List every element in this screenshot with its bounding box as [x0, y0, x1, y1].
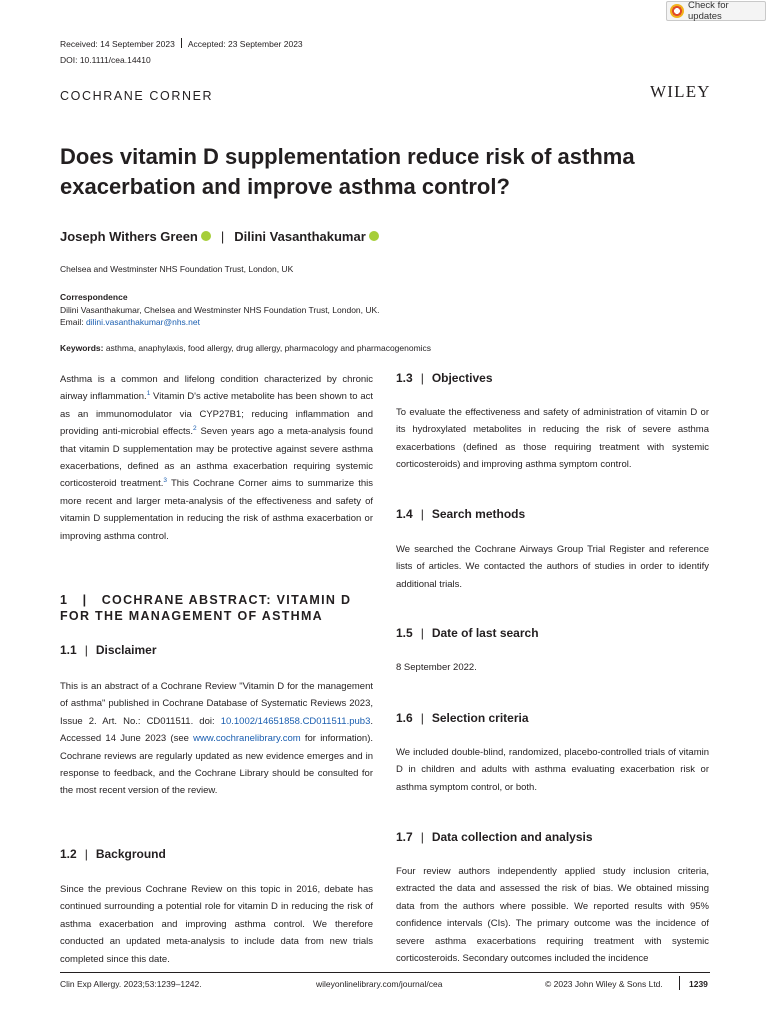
subsection-1-5-heading: [396, 626, 539, 640]
disclaimer-text: . Accessed 14 June 2023 (see: [60, 715, 373, 745]
subsection-bar: |: [420, 711, 424, 725]
subsection-number: 1.1: [60, 643, 77, 657]
section-title: COCHRANE ABSTRACT: VITAMIN D FOR THE MANAGEMENT OF ASTHMA: [60, 593, 352, 623]
subsection-bar: |: [420, 626, 424, 640]
intro-text: Asthma is a common and lifelong condition characterized by chronic airway inflammation.: [60, 374, 373, 403]
subsection-1-3-heading: [396, 371, 493, 385]
correspondence-address: Dilini Vasanthakumar, Chelsea and Westminster NHS Foundation Trust, London, UK.: [60, 304, 380, 315]
section-label: COCHRANE CORNER: [60, 89, 214, 103]
data-collection-paragraph: Four review authors independently applied study inclusion criteria, extracted the data and assessed the risk of bias. We obtained missing data from the authors where possible. We reported results with 95% confidence intervals (CIs). The primary outcome was the incidence of severe asthma exacerbations requiring treatment with systemic corticosteroids. Secondary outcomes included the incidence: [396, 866, 709, 965]
subsection-bar: |: [84, 643, 88, 657]
subsection-1-1-heading: [60, 643, 157, 657]
subsection-bar: |: [420, 830, 424, 844]
intro-text: Seven years ago a meta-analysis found that vitamin D supplementation may be protective against severe asthma exacerbations, defined as an asthma exacerbation requiring systemic corticosteroid treatment.: [60, 426, 373, 490]
disclaimer-paragraph: [60, 678, 373, 800]
orcid-icon[interactable]: [369, 231, 379, 241]
keywords-text: asthma, anaphylaxis, food allergy, drug allergy, pharmacology and pharmacogenomics: [103, 343, 432, 353]
reference-link[interactable]: 2: [193, 425, 197, 433]
reference-link[interactable]: 3: [163, 477, 167, 485]
subsection-title: Objectives: [431, 371, 493, 385]
subsection-title: Search methods: [431, 507, 526, 521]
subsection-number: 1.5: [396, 626, 413, 640]
subsection-bar: |: [420, 371, 424, 385]
doi: DOI: 10.1111/cea.14410: [60, 55, 151, 65]
subsection-number: 1.4: [396, 507, 413, 521]
subsection-bar: |: [84, 847, 88, 861]
check-for-updates-button[interactable]: [666, 1, 766, 21]
crossmark-icon: [670, 4, 684, 18]
subsection-number: 1.7: [396, 830, 413, 844]
subsection-title: Background: [95, 847, 166, 861]
doi-link[interactable]: 10.1002/14651858.CD011511.pub3: [220, 715, 371, 727]
keywords: [60, 343, 431, 353]
article-title: Does vitamin D supplementation reduce risk of asthma exacerbation and improve asthma control?: [60, 144, 635, 199]
correspondence-block: [60, 291, 380, 329]
journal-url-link[interactable]: wileyonlinelibrary.com/journal/cea: [316, 979, 443, 989]
intro-text: This Cochrane Corner aims to summarize this more recent and larger meta-analysis of the effectiveness and safety of vitamin D supplementation in reducing the risk of asthma exacerbation or improving asthma control.: [60, 478, 373, 542]
subsection-title: Selection criteria: [431, 711, 529, 725]
subsection-number: 1.6: [396, 711, 413, 725]
intro-text: Vitamin D's active metabolite has been shown to act as an immunomodulator via CYP27B1; reducing inflammation and providing anti-microbial effects.: [60, 391, 373, 438]
intro-paragraph: [60, 371, 373, 545]
subsection-bar: |: [420, 507, 424, 521]
cochrane-library-link[interactable]: www.cochranelibrary.com: [193, 733, 301, 745]
subsection-1-7-heading: [396, 830, 593, 844]
background-paragraph: Since the previous Cochrane Review on this topic in 2016, debate has continued surrounding a potential role for vitamin D in reducing the risk of asthma exacerbation and improving asthma control. We therefore conducted an updated meta-analysis to include data from new trials completed since this date.: [60, 884, 373, 965]
received-date: Received: 14 September 2023: [60, 39, 175, 49]
author-name[interactable]: Joseph Withers Green: [60, 229, 198, 244]
subsection-title: Disclaimer: [95, 643, 157, 657]
article-dates: [60, 38, 303, 49]
disclaimer-text: for information). Cochrane reviews are regularly updated as new evidence emerges and in response to feedback, and the Cochrane Library should be consulted for the most recent version of the review.: [60, 733, 373, 797]
subsection-1-6-heading: [396, 711, 529, 725]
section-bar: |: [82, 593, 88, 607]
footer-rule: [60, 972, 710, 973]
accepted-date: Accepted: 23 September 2023: [187, 39, 303, 49]
subsection-1-4-heading: [396, 507, 525, 521]
correspondence-label: Correspondence: [60, 292, 128, 302]
check-for-updates-label: Check for updates: [688, 0, 729, 22]
subsection-1-2-heading: [60, 847, 166, 861]
last-search-date: 8 September 2022.: [396, 662, 477, 673]
copyright: © 2023 John Wiley & Sons Ltd.: [545, 979, 663, 989]
affiliation: Chelsea and Westminster NHS Foundation Trust, London, UK: [60, 264, 294, 274]
reference-link[interactable]: 1: [146, 390, 151, 398]
email-link[interactable]: dilini.vasanthakumar@nhs.net: [85, 317, 200, 327]
section-1-heading: [60, 592, 373, 624]
author-name[interactable]: Dilini Vasanthakumar: [234, 229, 366, 244]
email-label: Email:: [60, 317, 86, 327]
keywords-label: Keywords:: [60, 343, 104, 353]
page-number: 1239: [689, 979, 708, 989]
subsection-number: 1.3: [396, 371, 413, 385]
orcid-icon[interactable]: [201, 231, 211, 241]
author-separator: |: [220, 229, 225, 244]
subsection-number: 1.2: [60, 847, 77, 861]
journal-citation: Clin Exp Allergy. 2023;53:1239–1242.: [60, 979, 202, 989]
selection-criteria-paragraph: We included double-blind, randomized, placebo-controlled trials of vitamin D in children and adults with asthma evaluating exacerbation risk or asthma symptom control, or both.: [396, 747, 709, 793]
disclaimer-text: This is an abstract of a Cochrane Review "Vitamin D for the management of asthma" published in Cochrane Database of Systematic Reviews 2023, Issue 2. Art. No.: CD011511. doi:: [60, 681, 373, 727]
search-methods-paragraph: We searched the Cochrane Airways Group Trial Register and reference lists of articles. We contacted the authors of studies in order to identify additional trials.: [396, 544, 709, 590]
subsection-title: Data collection and analysis: [431, 830, 593, 844]
footer-divider: [679, 976, 680, 990]
meta-divider: [181, 38, 182, 48]
author-list: [60, 229, 379, 244]
publisher-logo: WILEY: [650, 82, 711, 101]
objectives-paragraph: To evaluate the effectiveness and safety of administration of vitamin D or its hydroxylated metabolites in reducing the risk of severe asthma exacerbations (defined as those requiring treatment with systemic corticosteroids) and improving asthma symptom control.: [396, 407, 709, 471]
section-number: 1: [60, 593, 69, 607]
subsection-title: Date of last search: [431, 626, 539, 640]
